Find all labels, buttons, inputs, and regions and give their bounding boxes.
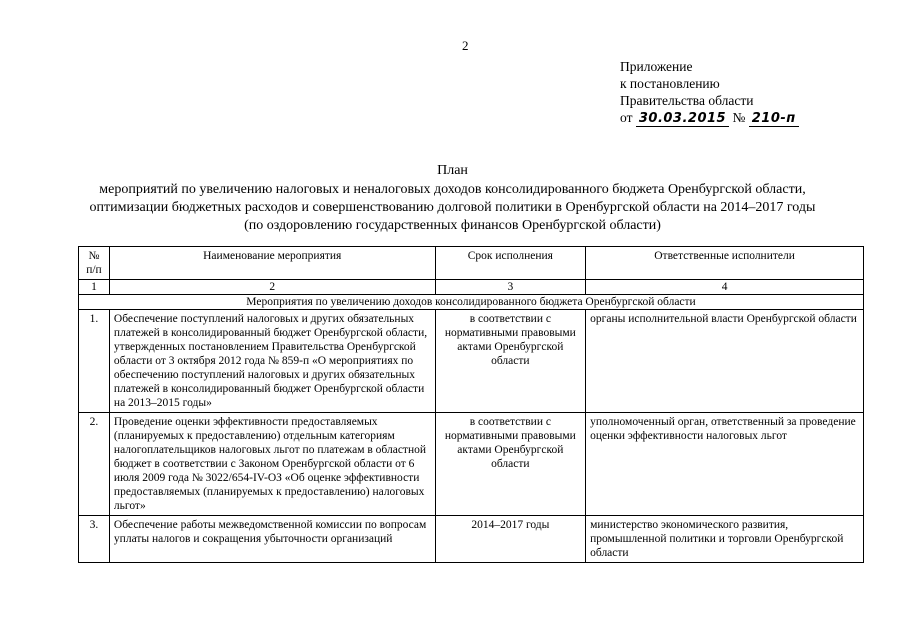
title-line-2: оптимизации бюджетных расходов и совершенствованию долговой политики в Оренбургской области на 2014–2017 годы xyxy=(89,200,816,215)
title-line-1: мероприятий по увеличению налоговых и неналоговых доходов консолидированного бюджета Оренбургской области, xyxy=(99,182,806,197)
page-number: 2 xyxy=(462,38,469,53)
appendix-line-1: Приложение xyxy=(620,59,693,74)
column-numbers-row xyxy=(79,280,864,295)
column-number: 1 xyxy=(79,280,110,295)
appendix-line-3: Правительства области xyxy=(620,93,754,108)
plan-table xyxy=(78,246,864,563)
row-activity: Обеспечение поступлений налоговых и других обязательных платежей в консолидированный бюджет Оренбургской области, утвержденных постановлением Правительства Оренбургской области от 3 октября 2012 года № 859-п «О мероприятиях по обеспечению поступлений налоговых и других обязательных платежей в консолидированный бюджет Оренбургской области на 2013–2015 годы» xyxy=(109,310,435,413)
header-responsible: Ответственные исполнители xyxy=(586,247,864,280)
row-number: 2. xyxy=(79,413,110,516)
row-term: в соответствии с нормативными правовыми актами Оренбургской области xyxy=(435,413,586,516)
row-activity: Обеспечение работы межведомственной комиссии по вопросам уплаты налогов и сокращения убыточности организаций xyxy=(109,516,435,563)
row-responsible: органы исполнительной власти Оренбургской области xyxy=(586,310,864,413)
row-activity: Проведение оценки эффективности предоставляемых (планируемых к предоставлению) отдельным категориям налогоплательщиков налоговых льгот по платежам в областной бюджет в соответствии с Законом Оренбургской области от 6 июля 2009 года № 3022/654-IV-ОЗ «Об оценке эффективности предоставляемых (планируемых к предоставлению) налоговых льгот» xyxy=(109,413,435,516)
header-term: Срок исполнения xyxy=(435,247,586,280)
row-term: 2014–2017 годы xyxy=(435,516,586,563)
header-activity: Наименование мероприятия xyxy=(109,247,435,280)
handwritten-number: 210-п xyxy=(749,111,799,127)
handwritten-date: 30.03.2015 xyxy=(636,111,729,127)
table-row xyxy=(79,516,864,563)
section-title: Мероприятия по увеличению доходов консолидированного бюджета Оренбургской области xyxy=(79,295,864,310)
number-prefix: № xyxy=(732,110,746,125)
table-row xyxy=(79,413,864,516)
title-line-3: (по оздоровлению государственных финансов Оренбургской области) xyxy=(244,218,661,233)
appendix-block xyxy=(620,58,799,127)
header-number: № п/п xyxy=(79,247,110,280)
table-row xyxy=(79,310,864,413)
row-number: 3. xyxy=(79,516,110,563)
table-header-row xyxy=(79,247,864,280)
row-term: в соответствии с нормативными правовыми актами Оренбургской области xyxy=(435,310,586,413)
appendix-line-2: к постановлению xyxy=(620,76,720,91)
document-title xyxy=(40,162,865,235)
row-responsible: министерство экономического развития, промышленной политики и торговли Оренбургской области xyxy=(586,516,864,563)
row-responsible: уполномоченный орган, ответственный за проведение оценки эффективности налоговых льгот xyxy=(586,413,864,516)
column-number: 3 xyxy=(435,280,586,295)
row-number: 1. xyxy=(79,310,110,413)
date-prefix: от xyxy=(620,110,633,125)
appendix-date-line xyxy=(620,109,799,127)
section-row xyxy=(79,295,864,310)
column-number: 4 xyxy=(586,280,864,295)
title-heading: План xyxy=(437,163,468,178)
column-number: 2 xyxy=(109,280,435,295)
